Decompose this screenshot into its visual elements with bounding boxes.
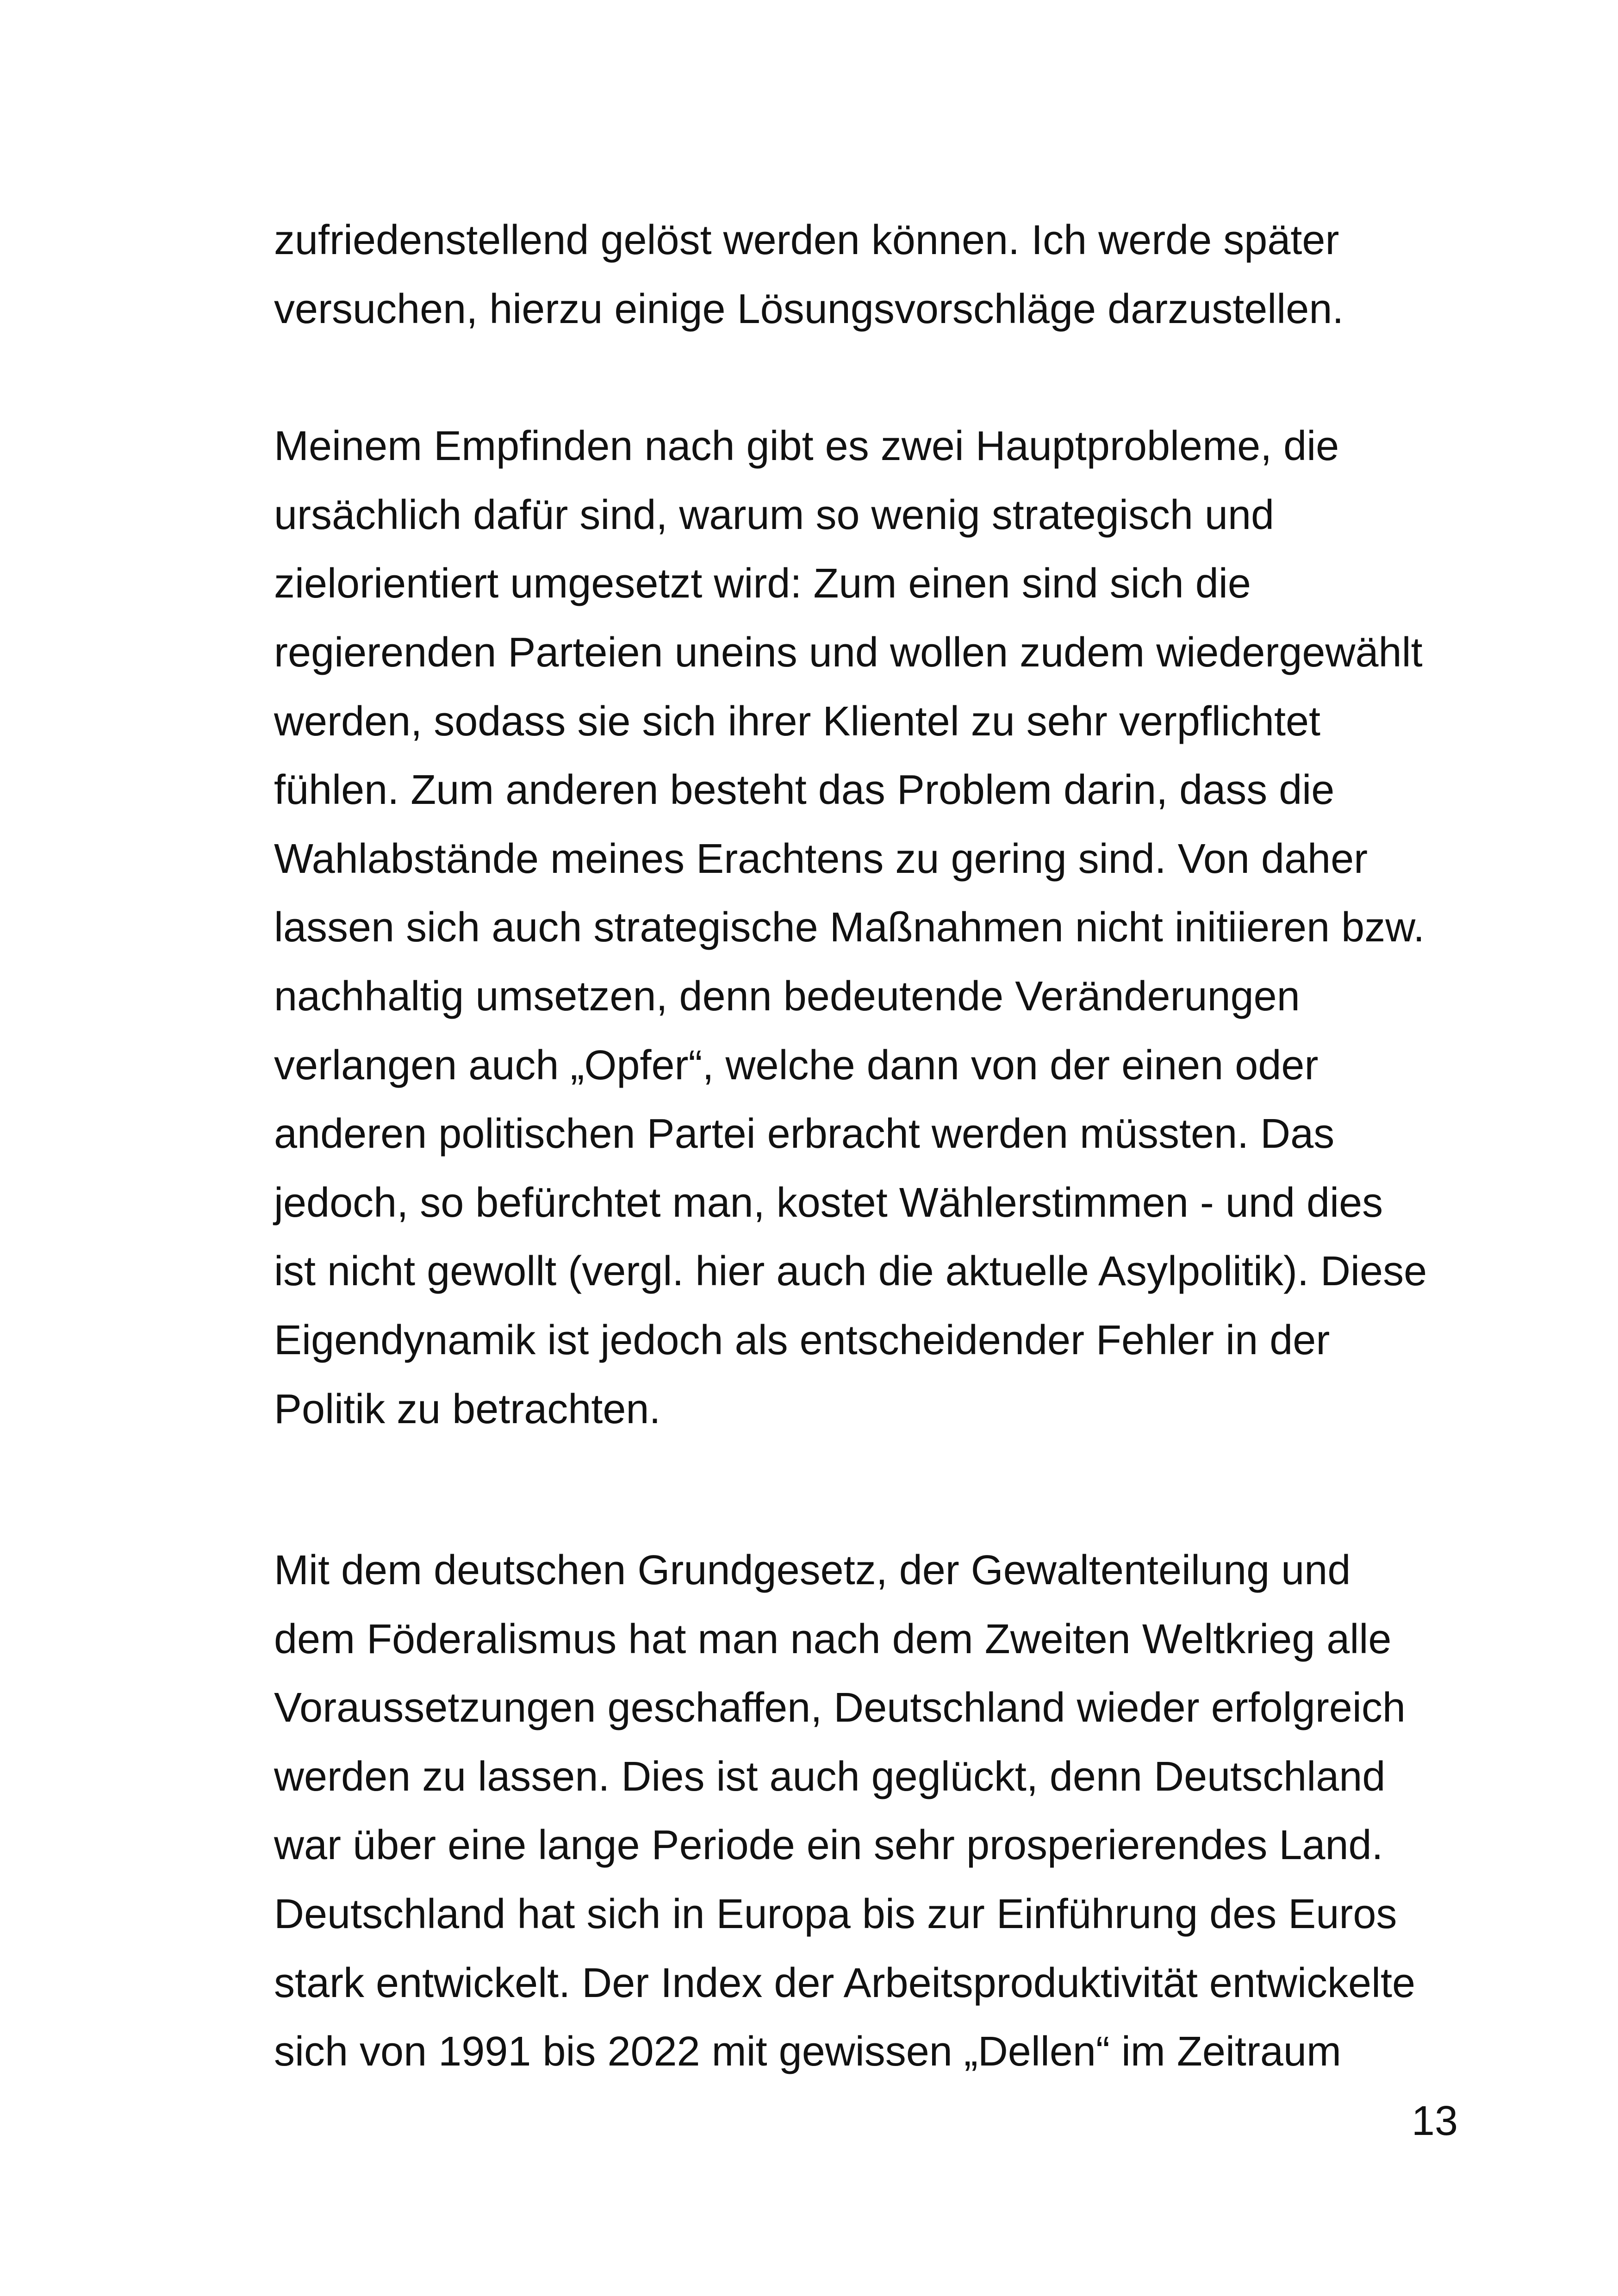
text-line: zufriedenstellend gelöst werden können. Ich werde später: [274, 217, 1339, 263]
paragraph-3: [274, 1536, 1496, 2086]
text-line: ursächlich dafür sind, warum so wenig strategisch und: [274, 492, 1275, 538]
page-number: 13: [1411, 2098, 1458, 2144]
text-line: dem Föderalismus hat man nach dem Zweiten Weltkrieg alle: [274, 1616, 1392, 1662]
body-text: [274, 206, 1496, 2086]
text-line: Deutschland hat sich in Europa bis zur Einführung des Euros: [274, 1891, 1397, 1938]
text-line: Wahlabstände meines Erachtens zu gering sind. Von daher: [274, 835, 1368, 882]
text-line: zielorientiert umgesetzt wird: Zum einen sind sich die: [274, 560, 1251, 607]
text-line: ist nicht gewollt (vergl. hier auch die aktuelle Asylpolitik). Diese: [274, 1248, 1427, 1295]
text-line: Politik zu betrachten.: [274, 1386, 661, 1432]
text-line: fühlen. Zum anderen besteht das Problem darin, dass die: [274, 767, 1335, 814]
text-line: stark entwickelt. Der Index der Arbeitsproduktivität entwickelte: [274, 1960, 1416, 2006]
text-line: nachhaltig umsetzen, denn bedeutende Veränderungen: [274, 973, 1300, 1020]
text-line: sich von 1991 bis 2022 mit gewissen „Dellen“ im Zeitraum: [274, 2028, 1341, 2075]
text-line: regierenden Parteien uneins und wollen zudem wiedergewählt: [274, 629, 1423, 676]
text-line: war über eine lange Periode ein sehr prosperierendes Land.: [274, 1822, 1383, 1869]
text-line: werden, sodass sie sich ihrer Klientel zu sehr verpflichtet: [274, 698, 1321, 745]
paragraph-spacer: [274, 1444, 1496, 1536]
paragraph-spacer: [274, 343, 1496, 412]
text-line: versuchen, hierzu einige Lösungsvorschläge darzustellen.: [274, 286, 1344, 332]
text-line: verlangen auch „Opfer“, welche dann von der einen oder: [274, 1042, 1319, 1089]
text-line: lassen sich auch strategische Maßnahmen nicht initiieren bzw.: [274, 904, 1425, 951]
text-line: jedoch, so befürchtet man, kostet Wählerstimmen - und dies: [274, 1179, 1383, 1226]
paragraph-1: [274, 206, 1496, 343]
text-line: werden zu lassen. Dies ist auch geglückt, denn Deutschland: [274, 1753, 1386, 1800]
text-line: Voraussetzungen geschaffen, Deutschland wieder erfolgreich: [274, 1685, 1406, 1731]
paragraph-2: [274, 412, 1496, 1444]
text-line: Meinem Empfinden nach gibt es zwei Hauptprobleme, die: [274, 423, 1339, 470]
text-line: Eigendynamik ist jedoch als entscheidender Fehler in der: [274, 1317, 1330, 1363]
text-line: Mit dem deutschen Grundgesetz, der Gewaltenteilung und: [274, 1547, 1351, 1594]
text-line: anderen politischen Partei erbracht werden müssten. Das: [274, 1111, 1335, 1157]
